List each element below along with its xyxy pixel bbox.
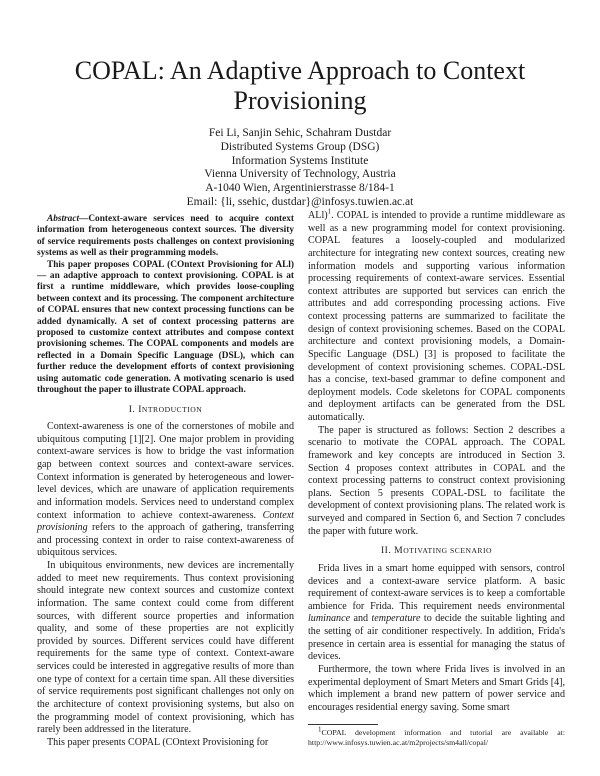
footnote bbox=[308, 725, 565, 748]
author-email: Email: {li, ssehic, dustdar}@infosys.tuwien.ac.at bbox=[186, 195, 414, 208]
right-paragraph-1 bbox=[308, 207, 565, 425]
motivation-paragraph-1 bbox=[308, 563, 565, 664]
footnote-number: 1 bbox=[318, 725, 322, 734]
section-heading-introduction bbox=[37, 404, 294, 417]
motivation-paragraph-2: Furthermore, the town where Frida lives is involved in an experimental deployment of Smart Meters and Smart Grids [4], which implement a brand new pattern of power service and encourages residential energy saving. Some smart bbox=[308, 663, 565, 713]
footnote-marker: 1 bbox=[327, 207, 332, 216]
author-university: Vienna University of Technology, Austria bbox=[204, 168, 396, 181]
author-address: A-1040 Wien, Argentinierstrasse 8/184-1 bbox=[205, 182, 395, 195]
left-column bbox=[37, 214, 294, 749]
author-names: Fei Li, Sanjin Sehic, Schahram Dustdar bbox=[208, 127, 392, 139]
motivation-and: and bbox=[353, 613, 369, 625]
section-number: I. bbox=[128, 403, 136, 415]
right-paragraph-2: The paper is structured as follows: Section 2 describes a scenario to motivate the COPAL approach. The COPAL framework and key concepts are introduced in Section 3. Section 4 proposes context attributes in COPAL and the context processing patterns to construct context provisioning plans. Section 5 presents COPAL-DSL to facilitate the development of context provisioning plans. The related work is surveyed and compared in Section 6, and Section 7 concludes the paper with future work. bbox=[308, 424, 565, 537]
intro-text-1a: Context-awareness is one of the cornerstones of mobile and ubiquitous computing [1][2]. One major problem in providing context-aware services is how to bridge the vast information gap between context sources and context-aware services. Context information is generated by heterogeneous and lower-level devices, which are unaware of application requirements and information models. Services need to understand complex context information to achieve context-awareness. bbox=[37, 421, 294, 521]
author-group: Distributed Systems Group (DSG) bbox=[220, 140, 380, 153]
emphasis-luminance: luminance bbox=[308, 613, 351, 625]
emphasis-temperature: temperature bbox=[371, 613, 421, 625]
section-smallcaps: NTRODUCTION bbox=[141, 404, 203, 414]
author-block bbox=[100, 127, 500, 210]
footnote-text: COPAL development information and tutorial are available at: http://www.infosys.tuwien.ac.at/m2projects/sm4all/copal/ bbox=[308, 728, 565, 748]
intro-paragraph-3: This paper presents COPAL (COntext Provisioning for bbox=[47, 736, 269, 748]
abstract-text-1: —Context-aware services need to acquire context information from heterogeneous context sources. The diversity of service requirements posts challenges on context provisioning systems as well as their programming models. bbox=[37, 214, 294, 259]
right-text-1a: ALl) bbox=[308, 210, 328, 221]
intro-paragraph-1 bbox=[37, 421, 294, 560]
paper-title bbox=[40, 56, 560, 116]
title-line-1: COPAL: An Adaptive Approach to Context bbox=[74, 56, 526, 85]
section-number: II. bbox=[380, 545, 392, 557]
abstract-paragraph-1 bbox=[37, 214, 294, 260]
title-line-2: Provisioning bbox=[233, 86, 367, 115]
right-column bbox=[308, 207, 565, 748]
motivation-text-1a: Frida lives in a smart home equipped with sensors, control devices and a context-aware service platform. A basic requirement of context-aware services is to keep a comfortable ambience for Frida. This requirement needs environmental bbox=[308, 562, 565, 612]
abstract-paragraph-2: This paper proposes COPAL (COntext Provisioning for ALl) — an adaptive approach to context provisioning. COPAL is at first a runtime middleware, which provides loose-coupling between context and its processing. The component architecture of COPAL ensures that new context processing functions can be added dynamically. A set of context processing patterns are proposed to customize context attributes and compose context provisioning schemes. The COPAL components and models are reflected in a Domain Specific Language (DSL), which can further reduce the development efforts of context provisioning using automatic code generation. A motivating scenario is used throughout the paper to illustrate COPAL approach. bbox=[37, 259, 294, 396]
section-smallcaps: OTIVATING SCENARIO bbox=[403, 546, 493, 556]
section-initial: M bbox=[394, 545, 404, 557]
abstract-label: Abstract bbox=[47, 214, 80, 224]
section-heading-motivating-scenario bbox=[308, 545, 565, 558]
intro-emphasis-term: Context provisioning bbox=[37, 509, 294, 534]
author-institute: Information Systems Institute bbox=[231, 154, 369, 167]
intro-paragraph-2: In ubiquitous environments, new devices are incrementally added to meet new requirements. Thus context provisioning should integrate new context sources and customize context information. The same context could come from different sources, with different source properties and information quality, and some of these properties are not explicitly provided by sources. Different services could have different requirements for the same type of context. Context-aware services could be interested in aggregative results of more than one type of context for a certain time span. All these diversities of service requirements post significant challenges not only on the architecture of context provisioning systems, but also on the programming model of context provisioning, which has rarely been addressed in the literature. bbox=[37, 560, 294, 736]
right-text-1b: . COPAL is intended to provide a runtime middleware as well as a new programming model for context provisioning. COPAL features a loosely-coupled and modularized architecture for integrating new context sources, creating new information models and supporting various information processing requirements of context-aware services. Essential context attributes are supported but services can enrich the attributes and add corresponding processing actions. Five context processing patterns are summarized to facilitate the design of context provisioning schemes. Based on the COPAL architecture and context provisioning models, a Domain-Specific Language (DSL) [3] is proposed to facilitate the development of context provisioning schemes. COPAL-DSL has a concise, text-based grammar to define component and deployment models. Code skeletons for COPAL components and deployment artifacts can be generated from the DSL automatically. bbox=[308, 210, 565, 423]
intro-text-1b: refers to the approach of gathering, transferring and processing context in order to raise context-awareness of ubiquitous services. bbox=[37, 522, 294, 559]
section-initial: I bbox=[138, 403, 142, 415]
motivation-text-1b: to decide the suitable lighting and the setting of air conditioner respectively. In addition, Frida's presence in certain area is essential for managing the status of devices. bbox=[308, 613, 565, 663]
